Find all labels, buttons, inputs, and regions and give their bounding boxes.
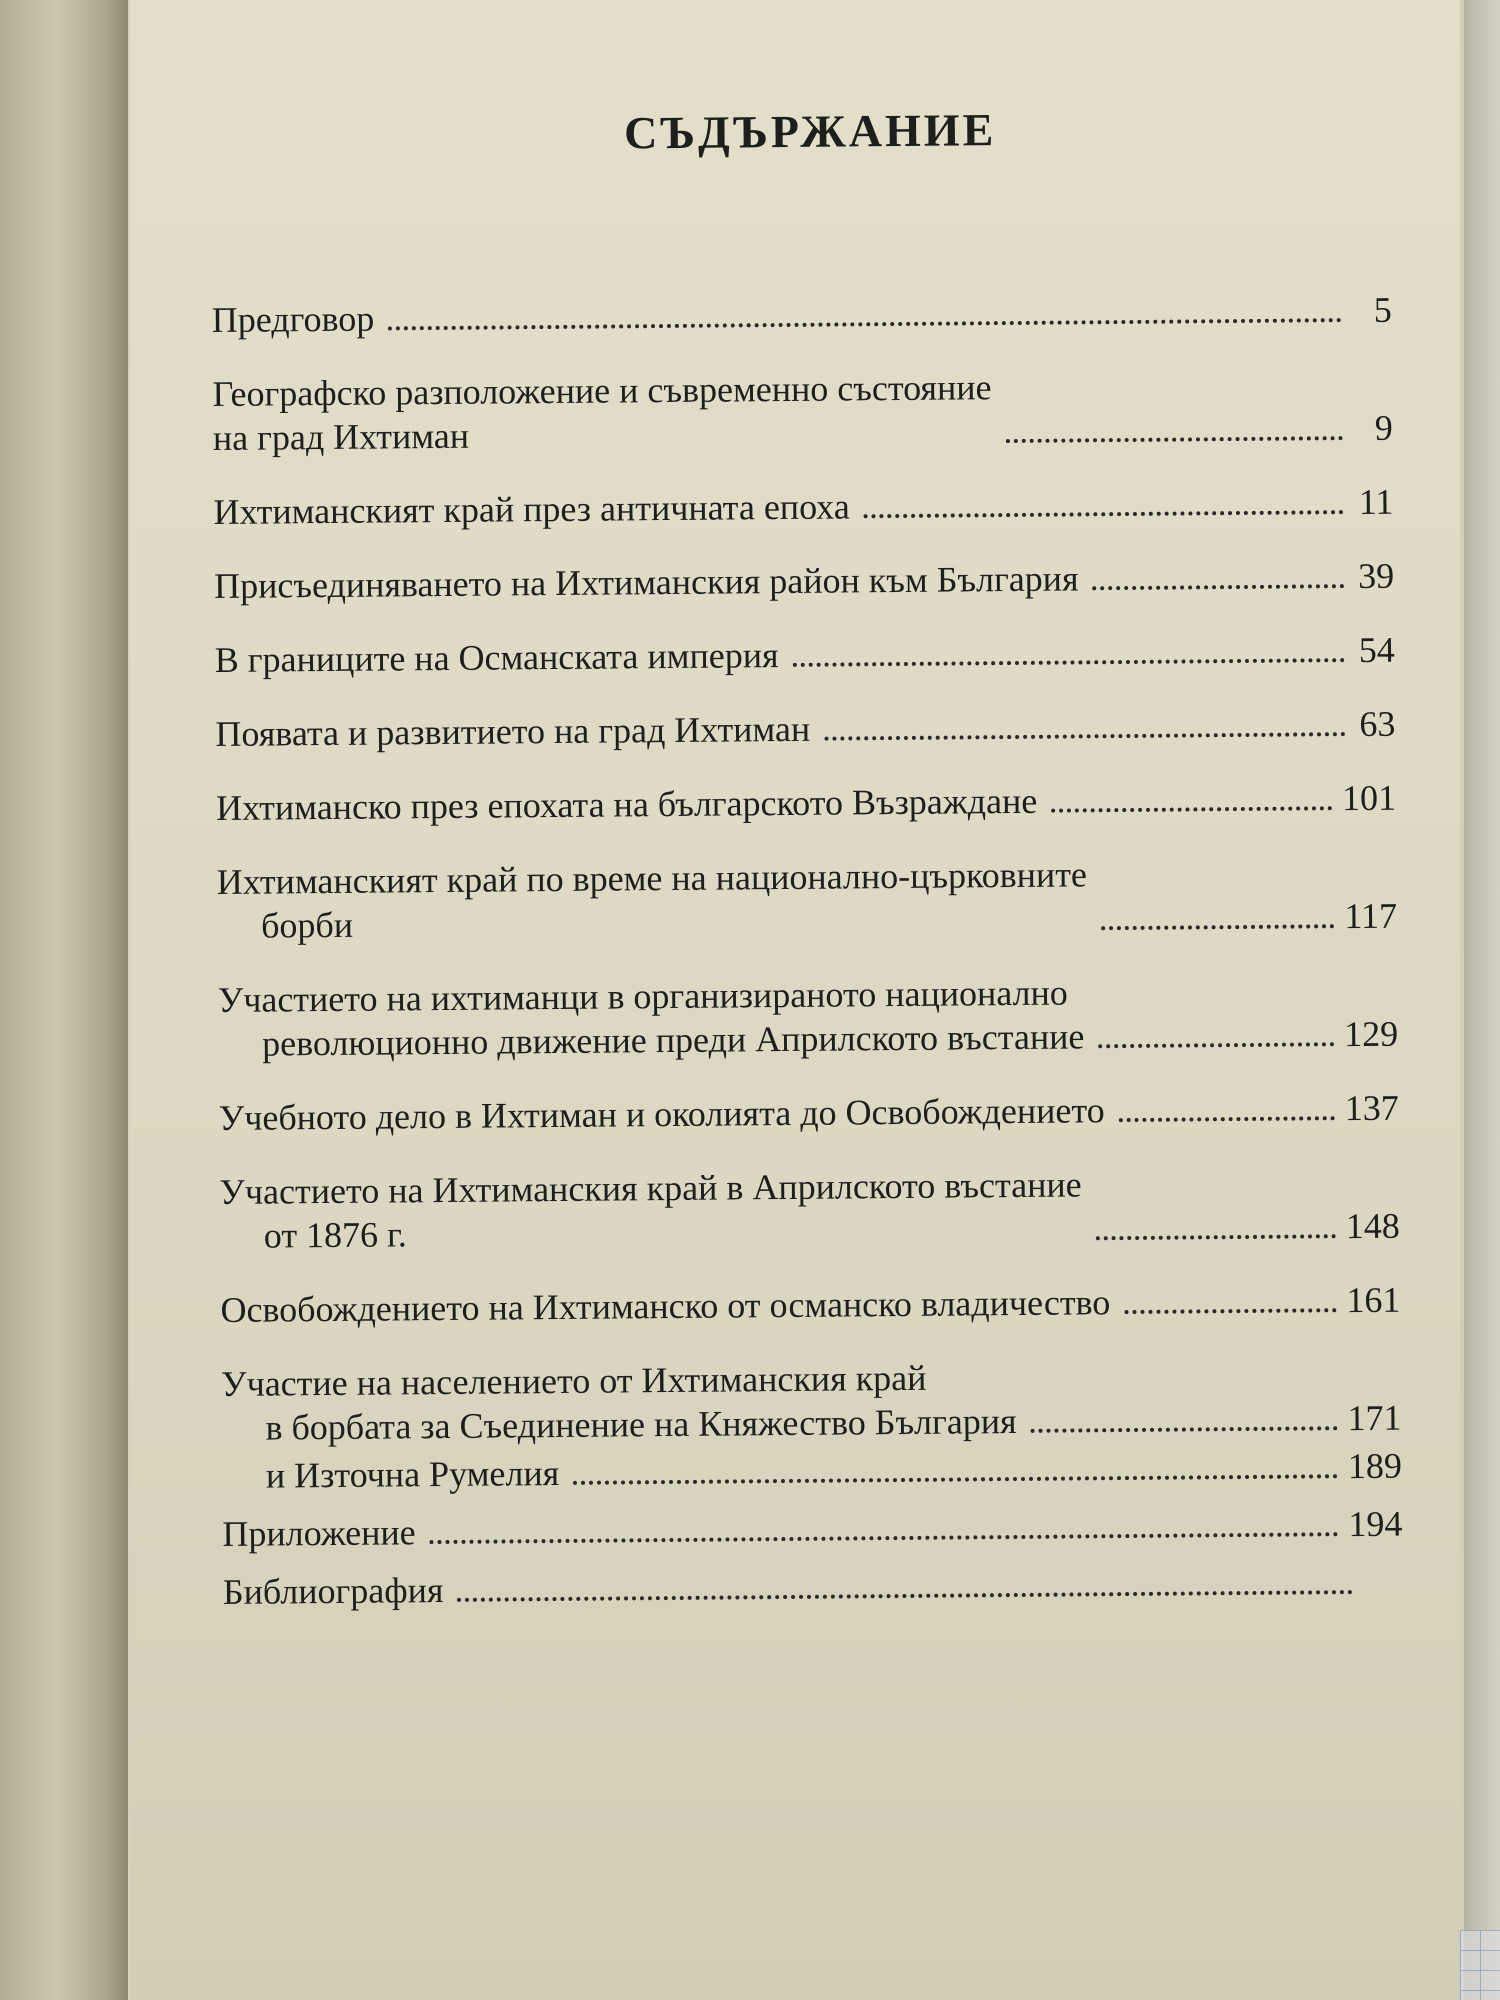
toc-entry-geography: [212, 362, 1393, 460]
dot-leader: [457, 1590, 1353, 1602]
toc-entry-text: [222, 1510, 416, 1556]
toc-entry-text: [220, 1280, 1110, 1332]
toc-entry-text: [215, 707, 810, 756]
toc-entry-line: В границите на Османската империя: [214, 635, 779, 680]
dot-leader: [864, 510, 1344, 518]
toc-page-number: 129: [1343, 1013, 1399, 1055]
toc-entry-preface: [212, 288, 1392, 342]
dot-leader: [1119, 1116, 1335, 1122]
toc-entry-april-uprising: [219, 1160, 1400, 1258]
dot-leader: [1101, 924, 1334, 930]
dot-leader: [1051, 806, 1332, 812]
toc-page-number: 101: [1341, 777, 1397, 819]
toc-page-number: 54: [1358, 629, 1395, 670]
right-page-edge: [1464, 0, 1500, 2000]
toc-entry-church-struggles: [217, 850, 1398, 948]
dot-leader: [430, 1532, 1339, 1544]
dot-leader: [1096, 1234, 1336, 1240]
toc-entry-line: Освобождението на Ихтиманско от османско владичество: [220, 1282, 1111, 1330]
toc-entry-text: [212, 297, 375, 342]
toc-entry-line: Появата и развитието на град Ихтиман: [215, 708, 811, 754]
toc-entry-line: на град Ихтиман: [212, 415, 470, 458]
dot-leader: [1124, 1308, 1336, 1314]
toc-entry-text: [217, 852, 1088, 948]
toc-entry-line: Ихтиманският край през античната епоха: [213, 486, 850, 532]
dot-leader: [1006, 436, 1343, 443]
toc-page-number: 161: [1346, 1279, 1401, 1321]
toc-entry-unification-cont: [222, 1444, 1402, 1498]
toc-entry-line: Ихтиманско през епохата на българското Възраждане: [215, 780, 1038, 828]
dot-leader: [1031, 1426, 1338, 1433]
toc-entry-text: [216, 779, 1038, 830]
dot-leader: [388, 318, 1342, 330]
toc-entry-text: [214, 556, 1079, 608]
book-page: [130, 0, 1460, 2000]
toc-entry-line: борби: [260, 904, 354, 946]
toc-entry-text: [213, 484, 850, 534]
toc-page-number: 137: [1344, 1087, 1399, 1129]
toc-page-number: 11: [1358, 481, 1394, 522]
toc-entry-line: Участие на населението от Ихтиманския край: [220, 1357, 927, 1404]
toc-entry-line: Присъединяването на Ихтиманския район към България: [213, 558, 1079, 606]
toc-entry-line: Библиография: [222, 1570, 444, 1612]
toc-entry-text: [215, 633, 779, 682]
toc-entry-line: Ихтиманският край по време на национално-църковните: [216, 854, 1088, 902]
toc-entry-annexation: [214, 554, 1394, 608]
toc-entry-line: Участието на ихтиманци в организираното национално: [217, 972, 1068, 1020]
toc-page-number: 39: [1357, 555, 1395, 596]
toc-entry-education: [219, 1086, 1399, 1140]
toc-entry-ottoman: [215, 628, 1395, 682]
toc-entry-line: от 1876 г.: [263, 1214, 407, 1256]
toc-entry-town-origin: [215, 702, 1395, 756]
toc-page-number: 117: [1344, 895, 1398, 937]
toc-page-number: 148: [1345, 1205, 1400, 1247]
toc-entry-text: [218, 970, 1085, 1066]
dot-leader: [1098, 1042, 1334, 1048]
toc-page-number: 189: [1347, 1445, 1403, 1487]
toc-title: СЪДЪРЖАНИЕ: [623, 104, 997, 159]
toc-entry-text: [219, 1088, 1105, 1140]
toc-entry-line: и Източна Румелия: [265, 1453, 560, 1496]
toc-entry-line: Географско разположение и съвременно състояние: [212, 367, 992, 414]
toc-entry-line: в борбата за Съединение на Княжество България: [265, 1401, 1017, 1448]
toc-entry-unification: [221, 1352, 1402, 1450]
toc-entry-text: [219, 1162, 1082, 1258]
dot-leader: [793, 658, 1345, 667]
toc-entry-line: Предговор: [211, 298, 375, 340]
toc-entry-text: [221, 1355, 1017, 1450]
toc-entry-line: Участието на Ихтиманския край в Априлското въстание: [219, 1164, 1082, 1212]
toc-page-number: 194: [1348, 1503, 1403, 1545]
toc-entry-text: [222, 1451, 560, 1498]
toc-entry-revival: [216, 776, 1396, 830]
toc-entry-line: революционно движение преди Априлското въстание: [261, 1016, 1085, 1064]
toc-entry-appendix: [222, 1502, 1402, 1556]
toc-entry-revolutionary-movement: [218, 968, 1399, 1066]
toc-entry-bibliography: [223, 1560, 1403, 1614]
toc-page-number: 5: [1373, 289, 1392, 330]
book-spine-edge: [0, 0, 128, 2000]
toc-entry-text: [223, 1568, 444, 1614]
toc-entry-line: Учебното дело в Ихтиман и околията до Освобождението: [218, 1090, 1105, 1138]
dot-leader: [1093, 584, 1345, 590]
dot-leader: [824, 732, 1345, 741]
toc-page-number: 63: [1359, 703, 1396, 744]
toc-page-number: 171: [1347, 1397, 1402, 1439]
table-of-contents: [210, 100, 1403, 1644]
toc-entry-liberation: [220, 1278, 1400, 1332]
toc-entry-antiquity: [213, 480, 1393, 534]
toc-entry-line: Приложение: [222, 1512, 416, 1554]
toc-entry-text: [212, 365, 992, 460]
toc-page-number: 9: [1374, 407, 1393, 448]
dot-leader: [573, 1474, 1338, 1485]
